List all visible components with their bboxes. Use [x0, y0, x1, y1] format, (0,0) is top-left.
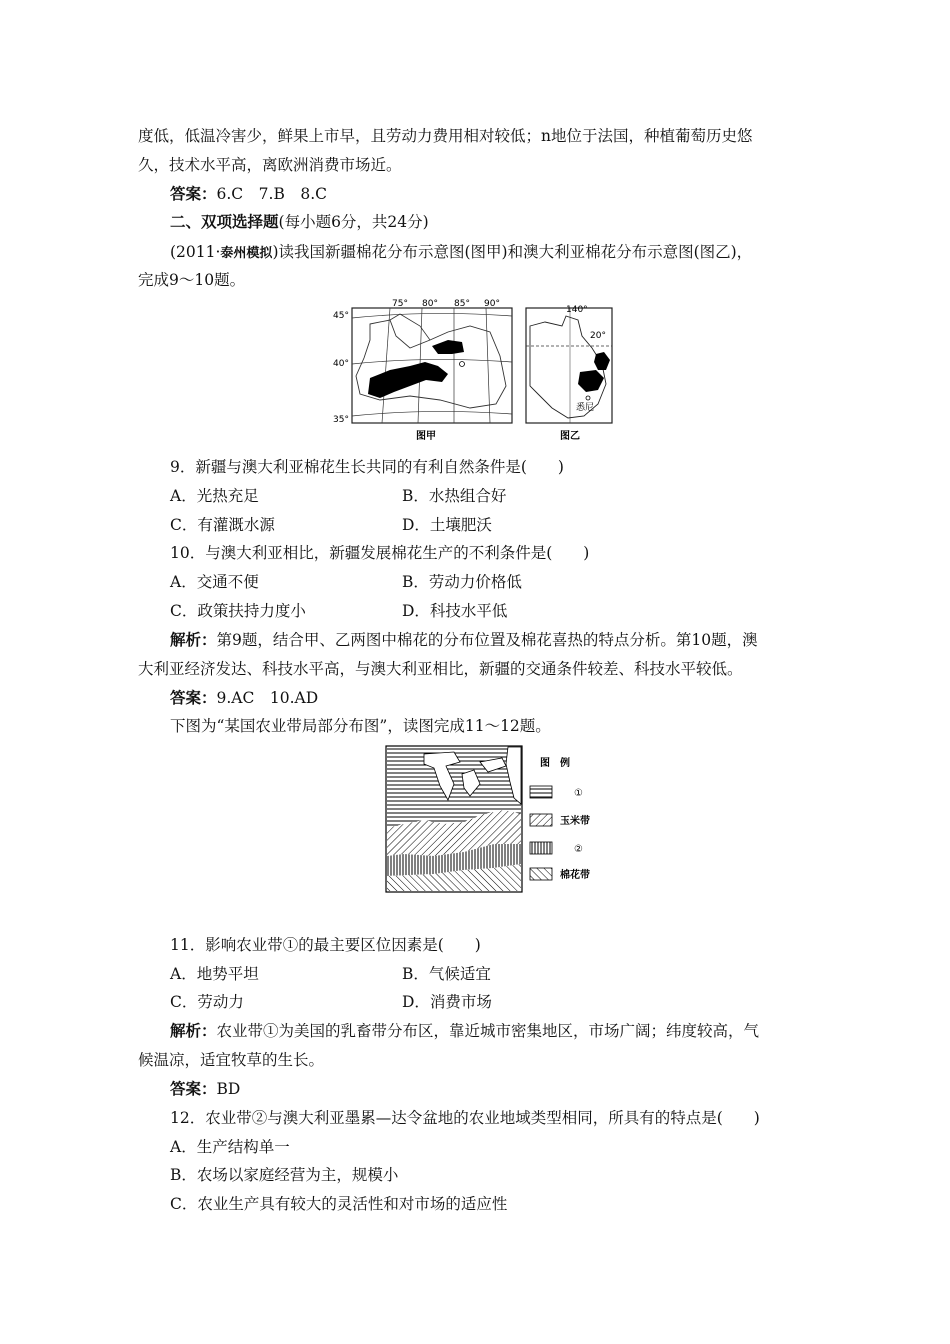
- text-line: 度低，低温冷害少，鲜果上市早，且劳动力费用相对较低；n地位于法国，种植葡萄历史悠: [138, 127, 753, 145]
- legend-label: 玉米带: [560, 816, 590, 827]
- text-line: 大利亚经济发达、科技水平高，与澳大利亚相比，新疆的交通条件较差、科技水平较低。: [138, 660, 743, 678]
- option-a: A．地势平坦: [170, 965, 259, 983]
- explanation-text: 农业带①为美国的乳畜带分布区，靠近城市密集地区，市场广阔；纬度较高，气: [216, 1022, 760, 1040]
- option-c: C．劳动力: [170, 993, 244, 1011]
- intro-prefix: (2011·: [170, 243, 221, 261]
- lon-label: 140°: [566, 305, 588, 315]
- cotton-area: [432, 340, 464, 354]
- answer-value: 6.C 7.B 8.C: [216, 185, 327, 203]
- lon-label: 80°: [422, 299, 438, 309]
- question-stem: 9．新疆与澳大利亚棉花生长共同的有利自然条件是( ): [170, 458, 564, 476]
- source-label: 泰州模拟: [220, 246, 273, 261]
- option-c: C．政策扶持力度小: [170, 602, 306, 620]
- text-line: 候温凉，适宜牧草的生长。: [138, 1051, 325, 1069]
- option-b: B．劳动力价格低: [402, 573, 522, 591]
- lat-label: 20°: [590, 331, 606, 341]
- answer-label: 答案：: [170, 1079, 217, 1098]
- legend-title: 图 例: [540, 758, 570, 769]
- lat-label: 45°: [333, 311, 349, 321]
- text-line: 久，技术水平高，离欧洲消费市场近。: [138, 156, 402, 174]
- xinjiang-map: [333, 299, 512, 442]
- city-label: 悉尼: [576, 403, 595, 413]
- cotton-area: [368, 362, 448, 398]
- section-title: 二、双项选择题: [170, 212, 279, 231]
- option-a: A．光热充足: [170, 487, 259, 505]
- answer-value: 9.AC 10.AD: [216, 689, 319, 707]
- option-a: A．交通不便: [170, 573, 259, 591]
- australia-map: [526, 305, 612, 442]
- section-note: (每小题6分，共24分): [278, 213, 429, 231]
- lon-label: 75°: [392, 299, 408, 309]
- legend-label: ②: [574, 844, 583, 855]
- answer-label: 答案：: [170, 688, 217, 707]
- question-intro: [170, 242, 752, 264]
- cotton-area: [594, 352, 610, 370]
- question-stem: 10．与澳大利亚相比，新疆发展棉花生产的不利条件是( ): [170, 544, 590, 562]
- figure-caption: 图乙: [560, 431, 580, 442]
- answer-line: [170, 184, 327, 204]
- section-heading: [170, 212, 429, 232]
- answer-value: BD: [216, 1080, 241, 1098]
- option-b: B．气候适宜: [402, 965, 491, 983]
- explanation-text: 第9题，结合甲、乙两图中棉花的分布位置及棉花喜热的特点分析。第10题，澳: [216, 631, 758, 649]
- agriculture-belt-figure: [384, 744, 614, 894]
- answer-line: [170, 688, 318, 708]
- option-a: A．生产结构单一: [170, 1138, 290, 1156]
- lat-label: 35°: [333, 415, 349, 425]
- option-b: B．农场以家庭经营为主，规模小: [170, 1166, 399, 1184]
- option-d: D．土壤肥沃: [402, 516, 492, 534]
- option-b: B．水热组合好: [402, 487, 507, 505]
- legend-label: 棉花带: [560, 870, 590, 881]
- option-d: D．科技水平低: [402, 602, 508, 620]
- text-line: 完成9～10题。: [138, 271, 246, 289]
- question-stem: 12．农业带②与澳大利亚墨累—达令盆地的农业地域类型相同，所具有的特点是( ): [170, 1109, 760, 1127]
- option-c: C．农业生产具有较大的灵活性和对市场的适应性: [170, 1195, 508, 1213]
- explanation-label: 解析：: [170, 630, 217, 649]
- intro-text: )读我国新疆棉花分布示意图(图甲)和澳大利亚棉花分布示意图(图乙)，: [272, 243, 753, 261]
- legend-label: ①: [574, 788, 583, 799]
- lon-label: 90°: [484, 299, 500, 309]
- answer-line: [170, 1079, 240, 1099]
- answer-label: 答案：: [170, 184, 217, 203]
- figure-caption: 图甲: [416, 431, 436, 442]
- explanation-label: 解析：: [170, 1021, 217, 1040]
- explanation-line: [170, 630, 758, 650]
- cotton-maps-figure: [330, 296, 620, 446]
- explanation-line: [170, 1021, 759, 1041]
- question-stem: 11．影响农业带①的最主要区位因素是( ): [170, 936, 481, 954]
- lat-label: 40°: [333, 359, 349, 369]
- option-d: D．消费市场: [402, 993, 492, 1011]
- cotton-area: [578, 370, 604, 392]
- question-intro: 下图为“某国农业带局部分布图”，读图完成11～12题。: [170, 717, 551, 735]
- lon-label: 85°: [454, 299, 470, 309]
- option-c: C．有灌溉水源: [170, 516, 275, 534]
